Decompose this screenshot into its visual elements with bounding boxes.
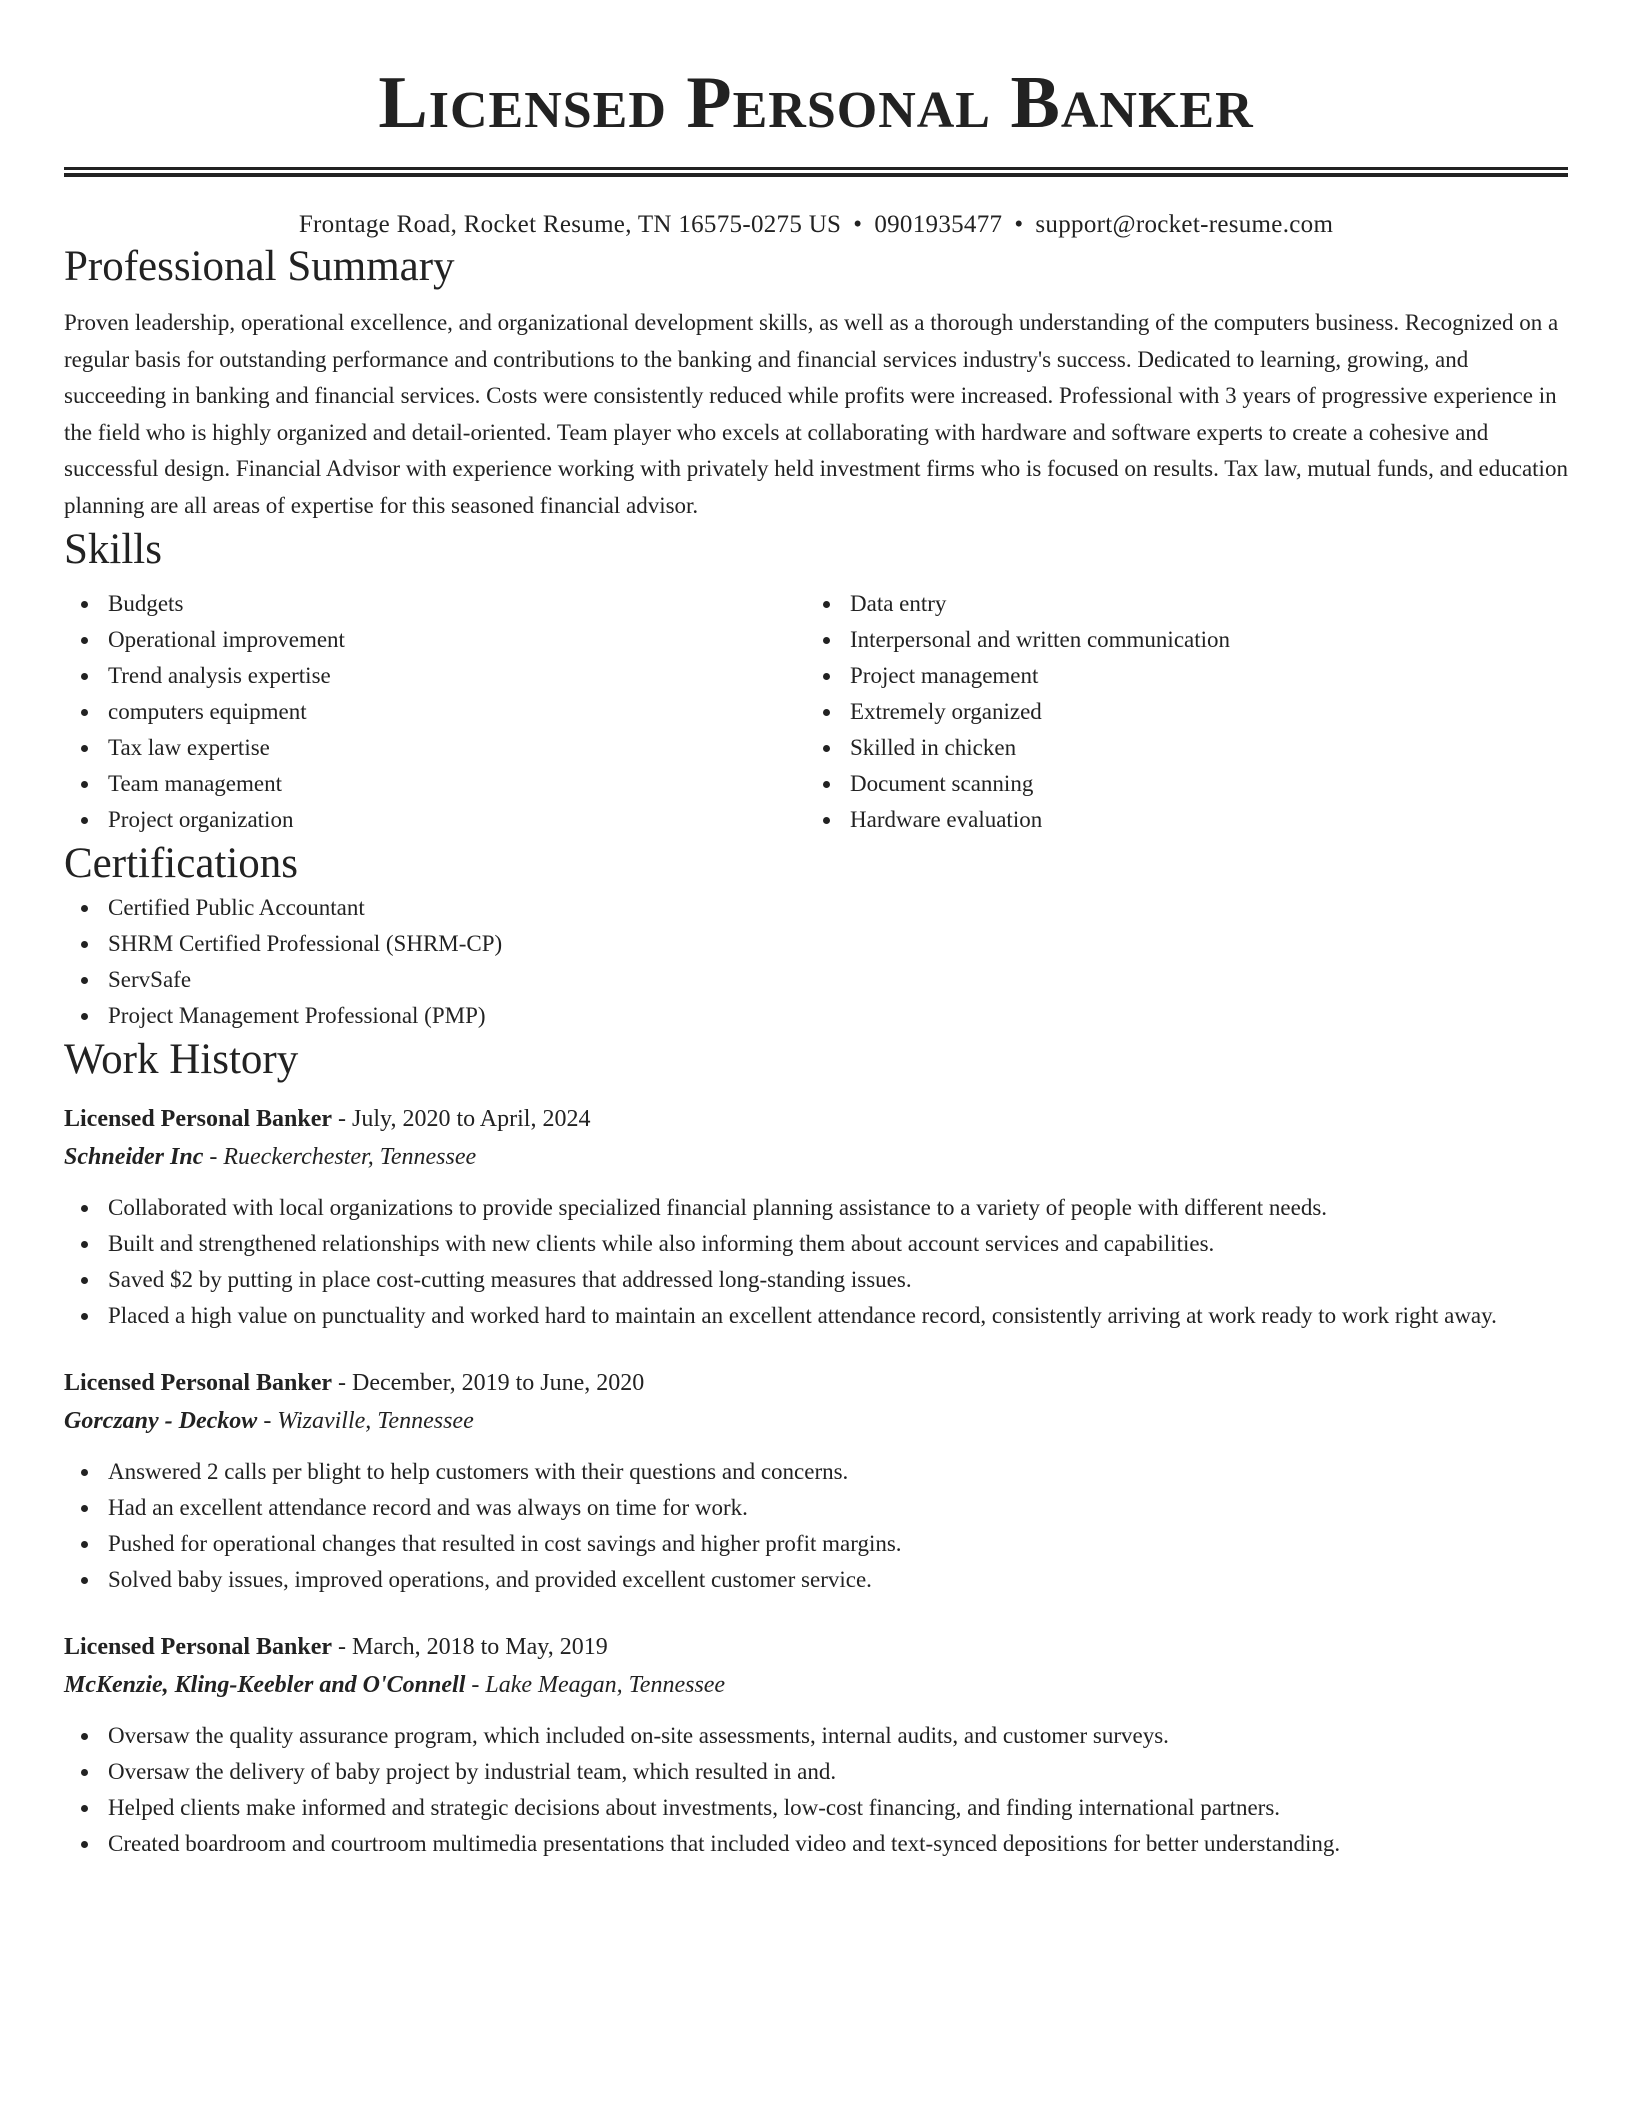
skills-column-right: [806, 586, 1548, 838]
certification-item: ServSafe: [64, 962, 1568, 998]
skills-list-left: [64, 586, 806, 838]
job-bullet: Oversaw the delivery of baby project by industrial team, which resulted in and.: [64, 1754, 1568, 1790]
job-entry: [64, 1628, 1568, 1862]
contact-line: [64, 209, 1568, 241]
work-history-heading: Work History: [64, 1036, 299, 1083]
job-company: Schneider Inc: [64, 1144, 204, 1170]
certification-item: Project Management Professional (PMP): [64, 998, 1568, 1034]
job-bullet: Collaborated with local organizations to provide specialized financial planning assistance to a variety of people with different needs.: [64, 1190, 1568, 1226]
job-entry: [64, 1364, 1568, 1598]
job-bullet: Built and strengthened relationships with new clients while also informing them about account services and capabilities.: [64, 1226, 1568, 1262]
contact-email[interactable]: support@rocket-resume.com: [1035, 211, 1334, 238]
job-bullet: Created boardroom and courtroom multimedia presentations that included video and text-synced depositions for better understanding.: [64, 1826, 1568, 1862]
skill-item: Project organization: [64, 802, 806, 838]
job-bullet: Placed a high value on punctuality and worked hard to maintain an excellent attendance record, consistently arriving at work ready to work right away.: [64, 1298, 1568, 1334]
job-company-line: [64, 1138, 1568, 1176]
job-title-line: [64, 1628, 1568, 1666]
skills-grid: [64, 586, 1568, 838]
title-divider: [64, 167, 1568, 177]
skill-item: Team management: [64, 766, 806, 802]
skill-item: Tax law expertise: [64, 730, 806, 766]
skill-item: computers equipment: [64, 694, 806, 730]
job-bullet: Solved baby issues, improved operations, and provided excellent customer service.: [64, 1562, 1568, 1598]
certifications-list: [64, 890, 1568, 1034]
job-role: Licensed Personal Banker: [64, 1634, 332, 1660]
job-company: Gorczany - Deckow: [64, 1408, 258, 1434]
job-title-line: [64, 1100, 1568, 1138]
job-dates: - March, 2018 to May, 2019: [332, 1634, 608, 1660]
job-title-line: [64, 1364, 1568, 1402]
skills-list-right: [806, 586, 1548, 838]
contact-phone: 0901935477: [874, 211, 1003, 238]
job-company: McKenzie, Kling-Keebler and O'Connell: [64, 1672, 466, 1698]
skill-item: Operational improvement: [64, 622, 806, 658]
job-bullet: Answered 2 calls per blight to help customers with their questions and concerns.: [64, 1454, 1568, 1490]
skill-item: Data entry: [806, 586, 1548, 622]
skill-item: Skilled in chicken: [806, 730, 1548, 766]
job-bullets: [64, 1454, 1568, 1598]
skill-item: Document scanning: [806, 766, 1548, 802]
job-role: Licensed Personal Banker: [64, 1106, 332, 1132]
skills-heading: Skills: [64, 526, 162, 573]
job-dates: - July, 2020 to April, 2024: [332, 1106, 591, 1132]
summary-text: Proven leadership, operational excellence, and organizational development skills, as well as a thorough understanding of the computers business. Recognized on a regular basis for outstanding performance and contributions to the banking and financial services industry's success. Dedicated to learning, growing, and succeeding in banking and financial services. Costs were consistently reduced while profits were increased. Professional with 3 years of progressive experience in the field who is highly organized and detail-oriented. Team player who excels at collaborating with hardware and software experts to create a cohesive and successful design. Financial Advisor with experience working with privately held investment firms who is focused on results. Tax law, mutual funds, and education planning are all areas of expertise for this seasoned financial advisor.: [64, 310, 1568, 518]
skill-item: Trend analysis expertise: [64, 658, 806, 694]
job-bullet: Saved $2 by putting in place cost-cutting measures that addressed long-standing issues.: [64, 1262, 1568, 1298]
skill-item: Project management: [806, 658, 1548, 694]
certification-item: Certified Public Accountant: [64, 890, 1568, 926]
job-dates: - December, 2019 to June, 2020: [332, 1370, 645, 1396]
job-bullet: Pushed for operational changes that resulted in cost savings and higher profit margins.: [64, 1526, 1568, 1562]
job-company-line: [64, 1666, 1568, 1704]
job-bullet: Oversaw the quality assurance program, which included on-site assessments, internal audits, and customer surveys.: [64, 1718, 1568, 1754]
summary-heading: Professional Summary: [64, 243, 455, 290]
certification-item: SHRM Certified Professional (SHRM-CP): [64, 926, 1568, 962]
job-bullet: Had an excellent attendance record and was always on time for work.: [64, 1490, 1568, 1526]
contact-separator: •: [1014, 211, 1024, 238]
job-role: Licensed Personal Banker: [64, 1370, 332, 1396]
job-bullets: [64, 1718, 1568, 1862]
contact-address: Frontage Road, Rocket Resume, TN 16575-0275 US: [298, 211, 842, 238]
skill-item: Hardware evaluation: [806, 802, 1548, 838]
job-location: - Rueckerchester, Tennessee: [203, 1144, 477, 1170]
job-company-line: [64, 1402, 1568, 1440]
skills-column-left: [64, 586, 806, 838]
job-entry: [64, 1100, 1568, 1334]
contact-separator: •: [853, 211, 863, 238]
certifications-heading: Certifications: [64, 840, 299, 887]
job-bullet: Helped clients make informed and strategic decisions about investments, low-cost financing, and finding international partners.: [64, 1790, 1568, 1826]
skill-item: Extremely organized: [806, 694, 1548, 730]
skill-item: Budgets: [64, 586, 806, 622]
job-location: - Wizaville, Tennessee: [257, 1408, 474, 1434]
resume-title: Licensed Personal Banker: [378, 62, 1254, 144]
job-location: - Lake Meagan, Tennessee: [465, 1672, 726, 1698]
skill-item: Interpersonal and written communication: [806, 622, 1548, 658]
job-bullets: [64, 1190, 1568, 1334]
